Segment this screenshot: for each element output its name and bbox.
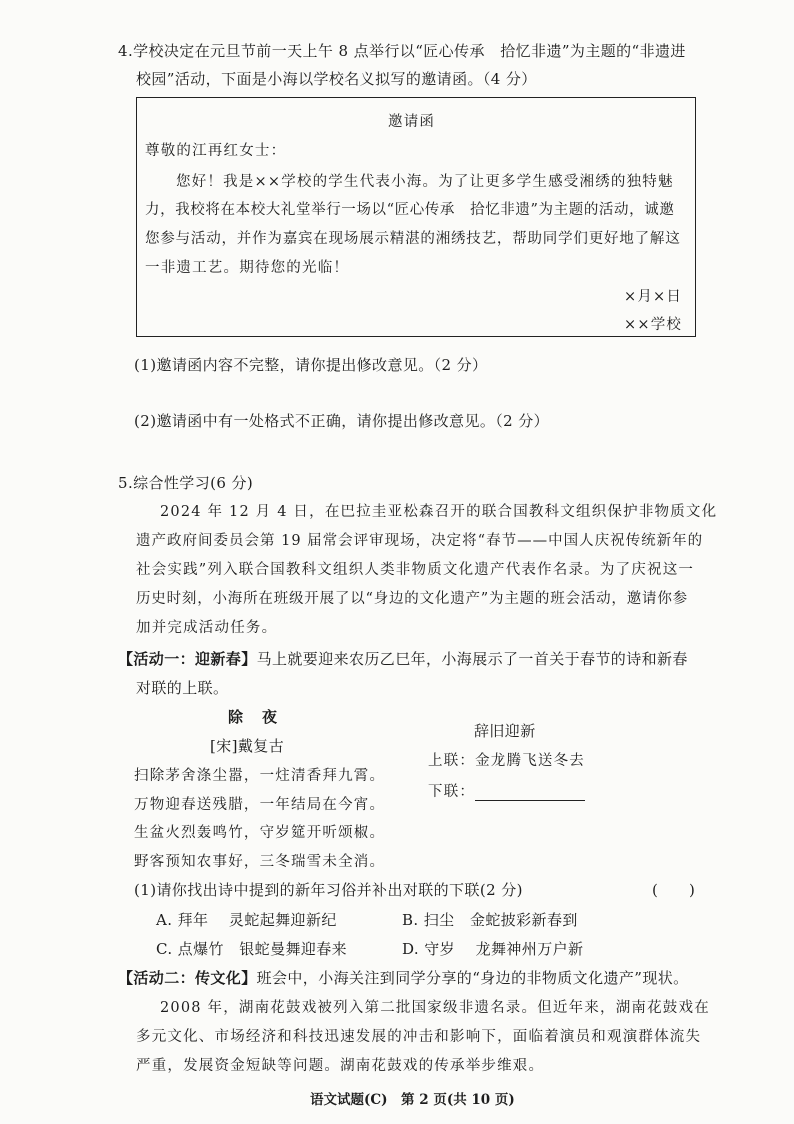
- activity1-tag: 【活动一：迎新春】: [118, 650, 257, 668]
- couplet-lower-label: 下联：: [428, 784, 476, 800]
- couplet-upper: 上联：金龙腾飞送冬去: [428, 753, 585, 769]
- q5-intro-line: 历史时刻，小海所在班级开展了以“身边的文化遗产”为主题的班会活动，邀请你参: [136, 591, 688, 607]
- activity2-tag: 【活动二：传文化】: [118, 969, 257, 987]
- para-line: 2008 年，湖南花鼓戏被列入第二批国家级非遗名录。但近年来，湖南花鼓戏在: [160, 1000, 710, 1016]
- mc-option-c: C. 点爆竹 银蛇曼舞迎春来: [156, 940, 348, 958]
- q4-line2: 校园”活动，下面是小海以学校名义拟写的邀请函。（4 分）: [136, 70, 537, 88]
- activity2-line: [118, 967, 689, 988]
- letter-signature: ××学校: [624, 317, 683, 333]
- q5-heading: 5.综合性学习(6 分): [118, 474, 254, 492]
- poem-line: 生盆火烈轰鸣竹，守岁筵开听颂椒。: [134, 825, 386, 841]
- q4-line1: 4.学校决定在元旦节前一天上午 8 点举行以“匠心传承 拾忆非遗”为主题的“非遗进: [118, 42, 686, 60]
- letter-date: ×月×日: [624, 289, 683, 305]
- activity1-text: 马上就要迎来农历乙巳年，小海展示了一首关于春节的诗和新春: [256, 650, 688, 668]
- poem-line: 野客预知农事好，三冬瑞雪未全消。: [134, 854, 386, 870]
- letter-body-line: 您好！我是××学校的学生代表小海。为了让更多学生感受湘绣的独特魅: [176, 174, 674, 190]
- q4-sub2: (2)邀请函中有一处格式不正确，请你提出修改意见。（2 分）: [134, 412, 550, 430]
- letter-body-line: 您参与活动，并作为嘉宾在现场展示精湛的湘绣技艺，帮助同学们更好地了解这: [145, 231, 681, 247]
- q5-intro-line: 社会实践”列入联合国教科文组织人类非物质文化遗产代表作名录。为了庆祝这一: [136, 562, 695, 578]
- letter-body-line: 一非遗工艺。期待您的光临！: [145, 260, 350, 276]
- page-footer: 语文试题(C) 第 2 页(共 10 页): [310, 1092, 515, 1108]
- letter-salutation: 尊敬的江再红女士：: [145, 143, 287, 159]
- mc-answer-paren[interactable]: ( ): [652, 881, 696, 899]
- poem-line: 扫除茅舍涤尘嚣，一炷清香拜九霄。: [134, 768, 386, 784]
- activity1-text2: 对联的上联。: [136, 679, 229, 697]
- poem-title: 除 夜: [228, 708, 280, 726]
- poem-line: 万物迎春送残腊，一年结局在今宵。: [134, 797, 386, 813]
- q5-intro-line: 遗产政府间委员会第 19 届常会评审现场，决定将“春节——中国人庆祝传统新年的: [136, 533, 704, 549]
- letter-title: 邀请函: [388, 114, 436, 130]
- activity1-line: [118, 648, 688, 669]
- para-line: 严重，发展资金短缺等问题。湖南花鼓戏的传承举步维艰。: [136, 1058, 545, 1074]
- couplet-title: 辞旧迎新: [474, 722, 536, 740]
- q5-intro-line: 加并完成活动任务。: [136, 620, 278, 636]
- answer-blank[interactable]: [475, 786, 585, 801]
- q4-sub1: (1)邀请函内容不完整，请你提出修改意见。（2 分）: [134, 356, 488, 374]
- mc-question: (1)请你找出诗中提到的新年习俗并补出对联的下联(2 分): [134, 881, 523, 899]
- mc-option-a: A. 拜年 灵蛇起舞迎新纪: [156, 911, 337, 929]
- poem-author: [宋]戴复古: [210, 737, 285, 755]
- mc-option-d: D. 守岁 龙舞神州万户新: [402, 940, 584, 958]
- para-line: 多元文化、市场经济和科技迅速发展的冲击和影响下，面临着演员和观演群体流失: [136, 1029, 702, 1045]
- mc-option-b: B. 扫尘 金蛇披彩新春到: [402, 911, 578, 929]
- letter-body-line: 力，我校将在本校大礼堂举行一场以“匠心传承 拾忆非遗”为主题的活动，诚邀: [145, 202, 675, 218]
- activity2-text: 班会中，小海关注到同学分享的“身边的非物质文化遗产”现状。: [256, 969, 689, 987]
- q5-intro-line: 2024 年 12 月 4 日，在巴拉圭亚松森召开的联合国教科文组织保护非物质文化: [160, 504, 718, 520]
- couplet-lower: [428, 780, 585, 801]
